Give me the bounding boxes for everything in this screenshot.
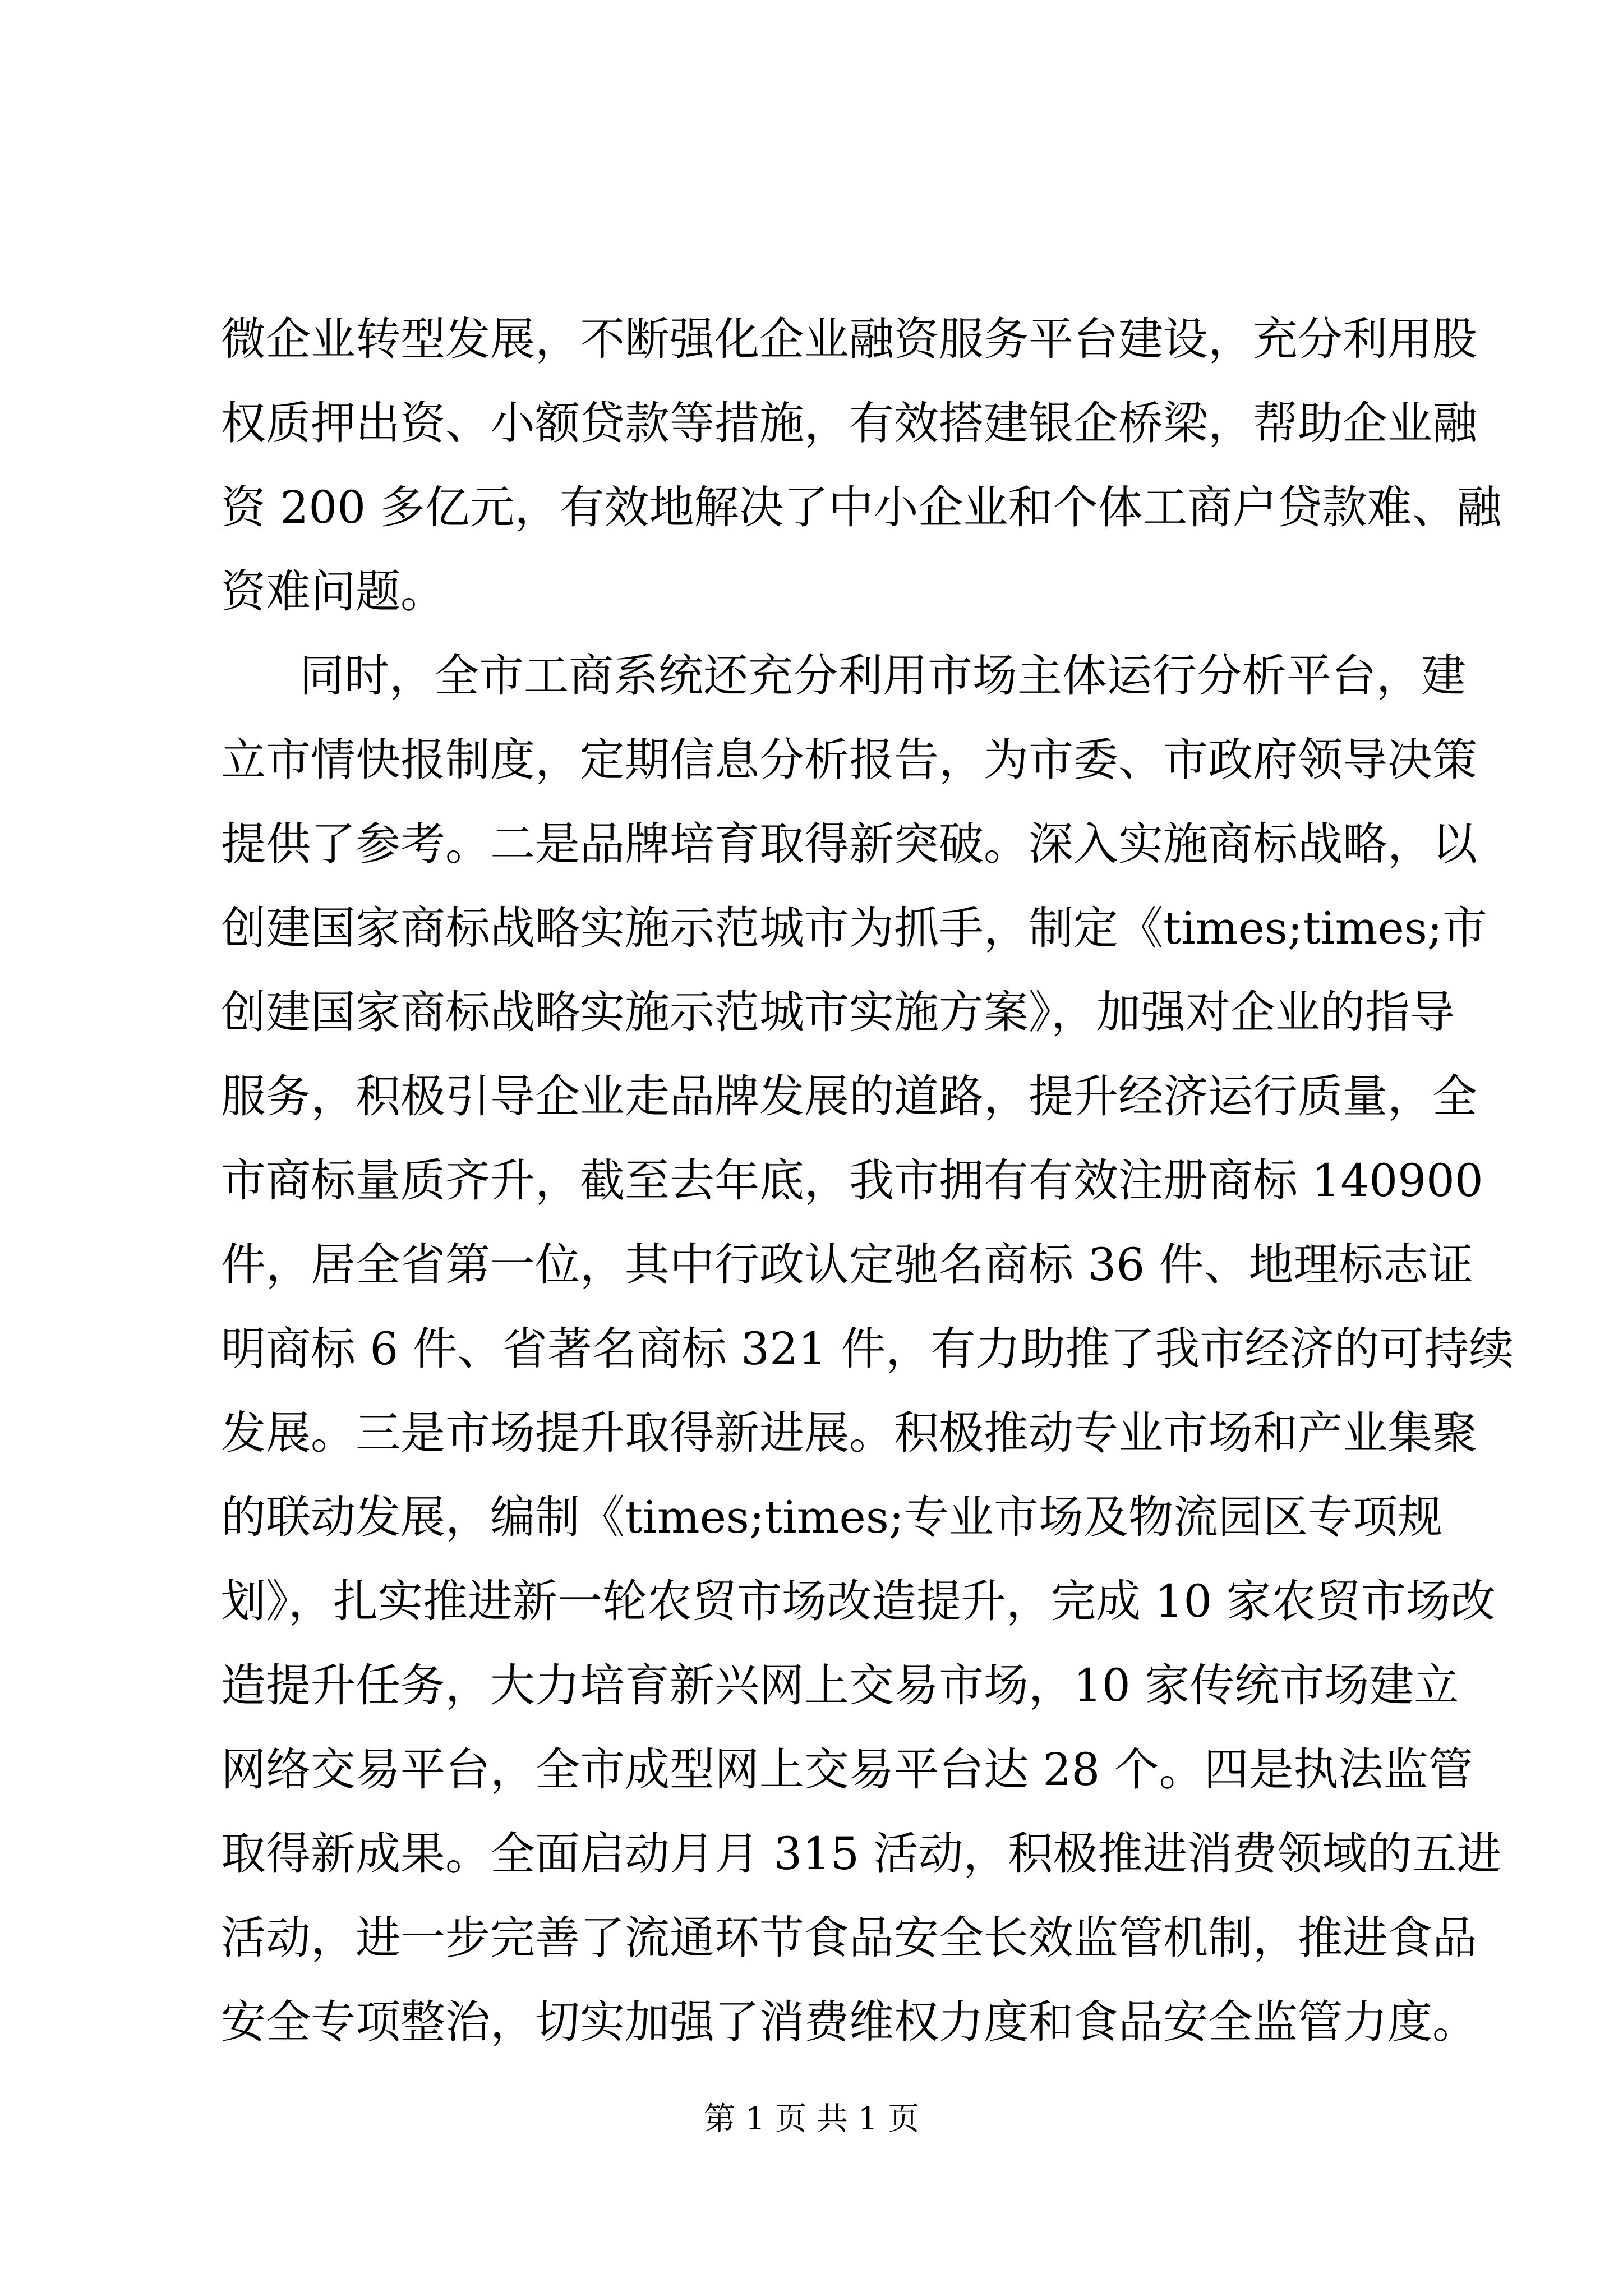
paragraph-line: 同时，全市工商系统还充分利用市场主体运行分析平台，建: [299, 650, 1466, 702]
paragraph-line: 网络交易平台，全市成型网上交易平台达 28 个。四是执法监管: [221, 1743, 1473, 1796]
paragraph-line: 发展。三是市场提升取得新进展。积极推动专业市场和产业集聚: [221, 1407, 1477, 1459]
paragraph-line: 划》，扎实推进新一轮农贸市场改造提升，完成 10 家农贸市场改: [221, 1575, 1496, 1627]
paragraph-line: 微企业转型发展，不断强化企业融资服务平台建设，充分利用股: [221, 313, 1477, 365]
paragraph-line: 的联动发展，编制《times;times;专业市场及物流园区专项规: [221, 1491, 1442, 1543]
paragraph-line: 件，居全省第一位，其中行政认定驰名商标 36 件、地理标志证: [221, 1239, 1473, 1291]
paragraph-line: 造提升任务，大力培育新兴网上交易市场，10 家传统市场建立: [221, 1659, 1459, 1711]
paragraph-line: 资难问题。: [221, 565, 445, 618]
paragraph-line: 安全专项整治，切实加强了消费维权力度和食品安全监管力度。: [221, 1996, 1477, 2048]
paragraph-line: 创建国家商标战略实施示范城市实施方案》，加强对企业的指导: [221, 986, 1455, 1038]
paragraph-line: 权质押出资、小额贷款等措施，有效搭建银企桥梁，帮助企业融: [221, 397, 1477, 449]
paragraph-line: 创建国家商标战略实施示范城市为抓手，制定《times;times;市: [221, 902, 1487, 954]
page-footer: 第 1 页 共 1 页: [703, 2101, 920, 2137]
paragraph-line: 取得新成果。全面启动月月 315 活动，积极推进消费领域的五进: [221, 1828, 1502, 1880]
paragraph-line: 市商标量质齐升，截至去年底，我市拥有有效注册商标 140900: [221, 1154, 1483, 1207]
paragraph-line: 提供了参考。二是品牌培育取得新突破。深入实施商标战略，以: [221, 818, 1477, 870]
paragraph-line: 服务，积极引导企业走品牌发展的道路，提升经济运行质量，全: [221, 1070, 1477, 1122]
paragraph-line: 资 200 多亿元，有效地解决了中小企业和个体工商户贷款难、融: [221, 481, 1502, 533]
paragraph-line: 立市情快报制度，定期信息分析报告，为市委、市政府领导决策: [221, 734, 1477, 786]
paragraph-line: 明商标 6 件、省著名商标 321 件，有力助推了我市经济的可持续: [221, 1323, 1514, 1375]
paragraph-line: 活动，进一步完善了流通环节食品安全长效监管机制，推进食品: [221, 1912, 1477, 1964]
